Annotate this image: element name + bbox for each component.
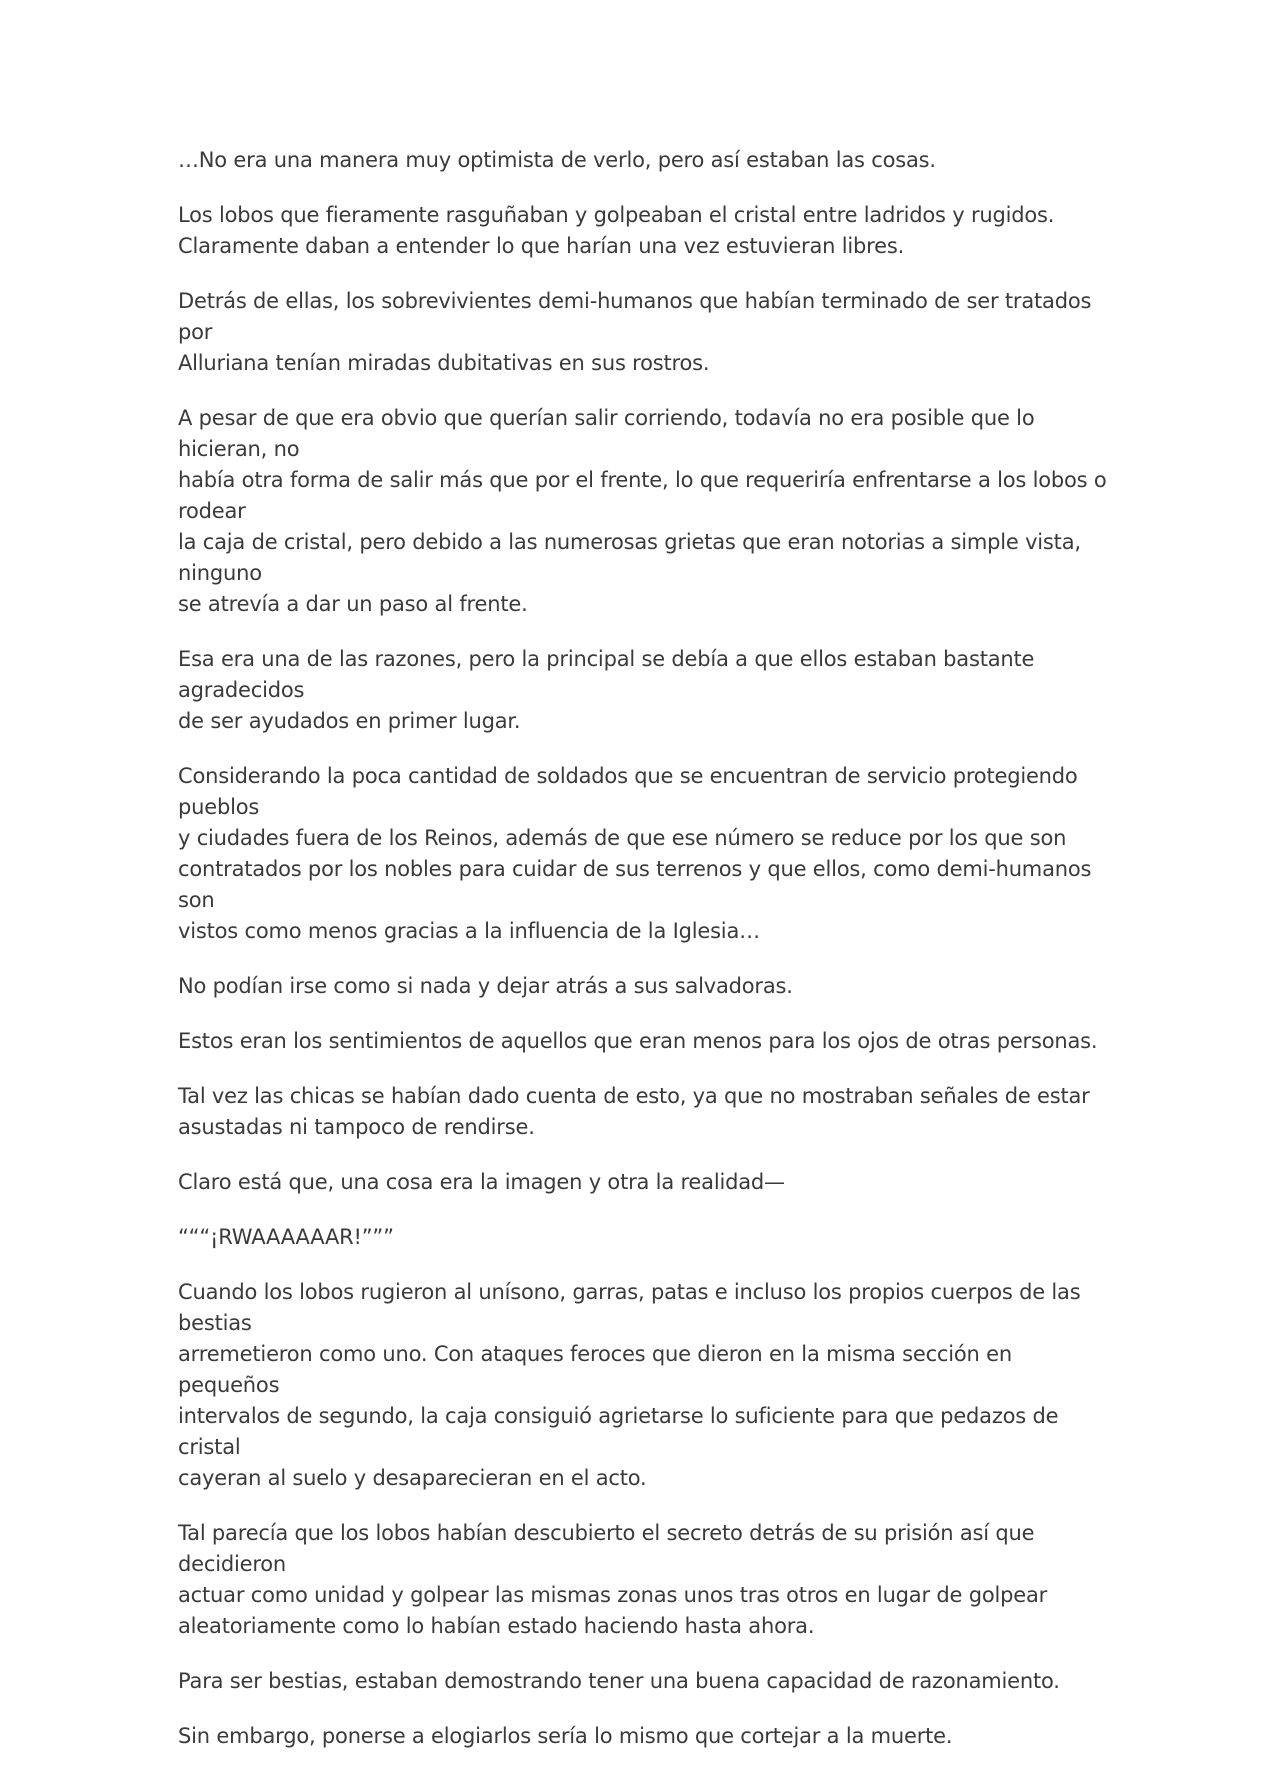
paragraph-9: Tal vez las chicas se habían dado cuenta de esto, ya que no mostraban señales de estar asustadas ni tampoco de rendirse.: [178, 1084, 1090, 1139]
paragraph-10: Claro está que, una cosa era la imagen y otra la realidad—: [178, 1170, 785, 1194]
document-page: [178, 145, 1118, 1776]
paragraph-5: Esa era una de las razones, pero la principal se debía a que ellos estaban bastante agradecidos de ser ayudados en primer lugar.: [178, 647, 1035, 733]
paragraph-4: A pesar de que era obvio que querían salir corriendo, todavía no era posible que lo hicieran, no había otra forma de salir más que por el frente, lo que requeriría enfrentarse a los lobos o rodear la caja de cristal, pero debido a las numerosas grietas que eran notorias a simple vista, ninguno se atrevía a dar un paso al frente.: [178, 406, 1107, 616]
paragraph-7: No podían irse como si nada y dejar atrás a sus salvadoras.: [178, 974, 793, 998]
paragraph-11: “““¡RWAAAAAAR!”””: [178, 1225, 394, 1249]
paragraph-6: Considerando la poca cantidad de soldados que se encuentran de servicio protegiendo pueblos y ciudades fuera de los Reinos, además de que ese número se reduce por los que son contratados por los nobles para cuidar de sus terrenos y que ellos, como demi-humanos son vistos como menos gracias a la influencia de la Iglesia…: [178, 764, 1092, 943]
paragraph-2: Los lobos que fieramente rasguñaban y golpeaban el cristal entre ladridos y rugidos. Claramente daban a entender lo que harían una vez estuvieran libres.: [178, 203, 1055, 258]
paragraph-3: Detrás de ellas, los sobrevivientes demi-humanos que habían terminado de ser tratados por Alluriana tenían miradas dubitativas en sus rostros.: [178, 289, 1092, 375]
paragraph-1: …No era una manera muy optimista de verlo, pero así estaban las cosas.: [178, 148, 936, 172]
paragraph-12: Cuando los lobos rugieron al unísono, garras, patas e incluso los propios cuerpos de las bestias arremetieron como uno. Con ataques feroces que dieron en la misma sección en pequeños intervalos de segundo, la caja consiguió agrietarse lo suficiente para que pedazos de cristal cayeran al suelo y desaparecieran en el acto.: [178, 1280, 1081, 1490]
paragraph-15: Sin embargo, ponerse a elogiarlos sería lo mismo que cortejar a la muerte.: [178, 1724, 953, 1748]
paragraph-13: Tal parecía que los lobos habían descubierto el secreto detrás de su prisión así que decidieron actuar como unidad y golpear las mismas zonas unos tras otros en lugar de golpear aleatoriamente como lo habían estado haciendo hasta ahora.: [178, 1521, 1048, 1638]
paragraph-14: Para ser bestias, estaban demostrando tener una buena capacidad de razonamiento.: [178, 1669, 1060, 1693]
paragraph-8: Estos eran los sentimientos de aquellos que eran menos para los ojos de otras personas.: [178, 1029, 1098, 1053]
